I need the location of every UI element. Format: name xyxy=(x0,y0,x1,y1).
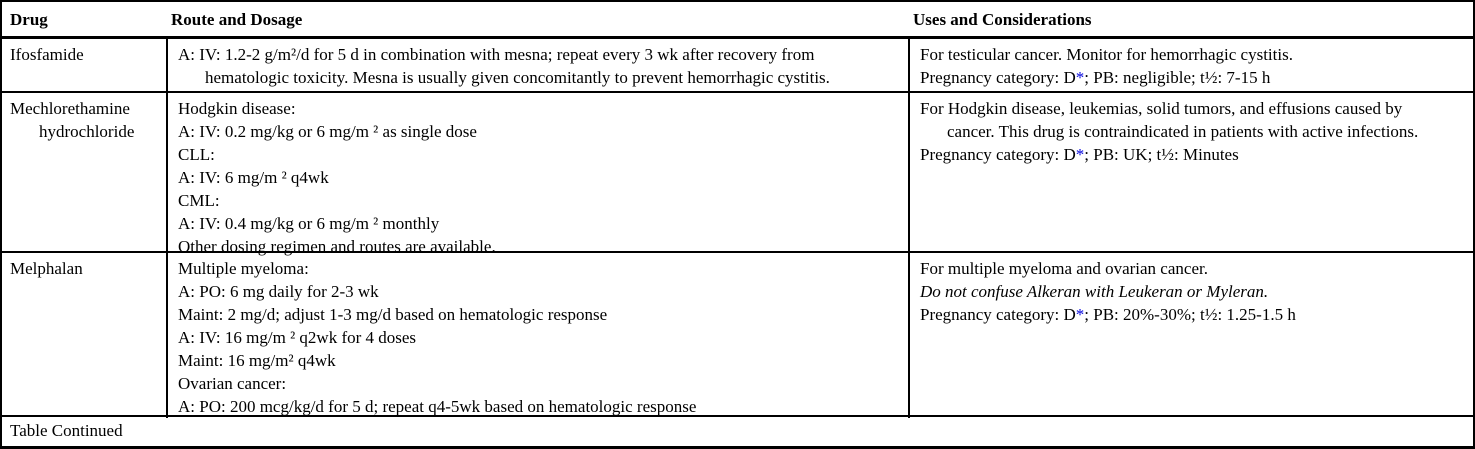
drug-name-cell xyxy=(2,93,166,258)
column-header-route-dosage: Route and Dosage xyxy=(171,10,303,29)
drug-name-cell xyxy=(2,39,166,91)
table-row-ifosfamide xyxy=(2,39,1473,93)
uses-line: cancer. This drug is contraindicated in patients with active infections. xyxy=(947,122,1419,141)
uses-considerations-cell xyxy=(908,93,1473,258)
column-header-uses-considerations: Uses and Considerations xyxy=(913,10,1092,29)
uses-considerations-cell xyxy=(908,253,1473,418)
uses-line: For Hodgkin disease, leukemias, solid tumors, and effusions caused by xyxy=(920,99,1403,118)
dosage-line: A: IV: 16 mg/m ² q2wk for 4 doses xyxy=(178,328,417,347)
footnote-asterisk-link[interactable]: * xyxy=(1075,305,1085,324)
dosage-line: Other dosing regimen and routes are available. xyxy=(178,237,496,256)
pregnancy-category-line xyxy=(920,303,1467,326)
table-row-mechlorethamine xyxy=(2,93,1473,256)
footnote-asterisk-link[interactable]: * xyxy=(1075,68,1085,87)
dosage-line: Maint: 2 mg/d; adjust 1-3 mg/d based on hematologic response xyxy=(178,305,608,324)
pregnancy-text: ; PB: UK; t½: Minutes xyxy=(1084,145,1239,164)
pregnancy-category-line xyxy=(920,143,1467,166)
uses-line: For multiple myeloma and ovarian cancer. xyxy=(920,259,1208,278)
dosage-line: A: IV: 1.2-2 g/m²/d for 5 d in combination with mesna; repeat every 3 wk after recovery from xyxy=(178,45,815,64)
drug-name: Ifosfamide xyxy=(10,45,84,64)
uses-considerations-cell xyxy=(908,39,1473,91)
column-header-drug: Drug xyxy=(10,10,48,29)
pregnancy-text: Pregnancy category: D xyxy=(920,145,1076,164)
drug-name: Melphalan xyxy=(10,259,83,278)
dosage-line: hematologic toxicity. Mesna is usually given concomitantly to prevent hemorrhagic cystitis. xyxy=(205,68,830,87)
pregnancy-text: Pregnancy category: D xyxy=(920,68,1076,87)
dosage-line: Ovarian cancer: xyxy=(178,374,287,393)
dosage-line: A: IV: 6 mg/m ² q4wk xyxy=(178,168,329,187)
drug-name-cell xyxy=(2,253,166,418)
drug-name: hydrochloride xyxy=(39,122,135,141)
route-dosage-cell xyxy=(166,39,908,91)
footnote-asterisk-link[interactable]: * xyxy=(1075,145,1085,164)
route-dosage-cell xyxy=(166,93,908,258)
dosage-line: Maint: 16 mg/m² q4wk xyxy=(178,351,336,370)
dosage-line: A: IV: 0.4 mg/kg or 6 mg/m ² monthly xyxy=(178,214,440,233)
table-header-row xyxy=(2,2,1473,39)
dosage-line: A: PO: 200 mcg/kg/d for 5 d; repeat q4-5wk based on hematologic response xyxy=(178,397,697,416)
route-dosage-cell xyxy=(166,253,908,418)
pregnancy-text: ; PB: negligible; t½: 7-15 h xyxy=(1084,68,1271,87)
pregnancy-text: Pregnancy category: D xyxy=(920,305,1076,324)
dosage-line: Multiple myeloma: xyxy=(178,259,309,278)
pregnancy-text: ; PB: 20%-30%; t½: 1.25-1.5 h xyxy=(1084,305,1296,324)
dosage-line: CML: xyxy=(178,191,220,210)
dosage-line: Hodgkin disease: xyxy=(178,99,296,118)
uses-line: For testicular cancer. Monitor for hemorrhagic cystitis. xyxy=(920,45,1293,64)
table-row-melphalan xyxy=(2,253,1473,417)
pregnancy-category-line xyxy=(920,66,1467,89)
dosage-line: A: IV: 0.2 mg/kg or 6 mg/m ² as single dose xyxy=(178,122,477,141)
table-continued-footer: Table Continued xyxy=(10,421,123,440)
dosage-line: A: PO: 6 mg daily for 2-3 wk xyxy=(178,282,379,301)
dosage-line: CLL: xyxy=(178,145,215,164)
drug-name: Mechlorethamine xyxy=(10,99,130,118)
do-not-confuse-warning: Do not confuse Alkeran with Leukeran or Myleran. xyxy=(920,282,1269,301)
